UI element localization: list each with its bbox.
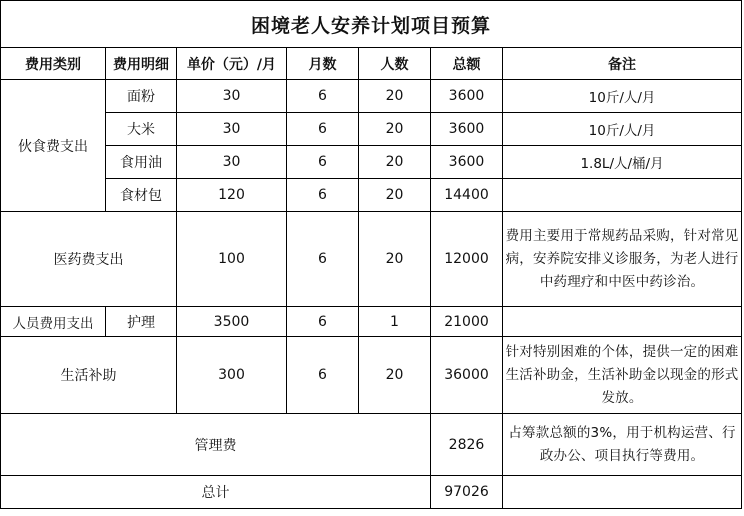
people-cell: 1 bbox=[359, 307, 431, 337]
total-cell: 3600 bbox=[431, 113, 503, 146]
staff-category-cell: 人员费用支出 bbox=[1, 307, 106, 337]
total-cell: 3600 bbox=[431, 80, 503, 113]
header-unit-price: 单价（元）/月 bbox=[177, 48, 287, 80]
note-cell: 10斤/人/月 bbox=[503, 80, 742, 113]
grand-total-row bbox=[1, 476, 742, 509]
note-cell: 1.8L/人/桶/月 bbox=[503, 146, 742, 179]
months-cell: 6 bbox=[287, 337, 359, 414]
table-row bbox=[1, 146, 742, 179]
table-row bbox=[1, 179, 742, 212]
price-cell: 100 bbox=[177, 212, 287, 307]
people-cell: 20 bbox=[359, 113, 431, 146]
subsidy-row bbox=[1, 337, 742, 414]
table-title: 困境老人安养计划项目预算 bbox=[1, 1, 742, 48]
title-row bbox=[1, 1, 742, 48]
total-cell: 3600 bbox=[431, 146, 503, 179]
price-cell: 3500 bbox=[177, 307, 287, 337]
months-cell: 6 bbox=[287, 307, 359, 337]
detail-cell: 食用油 bbox=[106, 146, 177, 179]
months-cell: 6 bbox=[287, 212, 359, 307]
header-row bbox=[1, 48, 742, 80]
note-cell bbox=[503, 307, 742, 337]
header-people: 人数 bbox=[359, 48, 431, 80]
total-cell: 36000 bbox=[431, 337, 503, 414]
detail-cell: 面粉 bbox=[106, 80, 177, 113]
detail-cell: 大米 bbox=[106, 113, 177, 146]
detail-cell: 护理 bbox=[106, 307, 177, 337]
price-cell: 300 bbox=[177, 337, 287, 414]
table-row bbox=[1, 80, 742, 113]
header-total: 总额 bbox=[431, 48, 503, 80]
subsidy-category-cell: 生活补助 bbox=[1, 337, 177, 414]
header-category: 费用类别 bbox=[1, 48, 106, 80]
medical-row bbox=[1, 212, 742, 307]
note-cell: 10斤/人/月 bbox=[503, 113, 742, 146]
people-cell: 20 bbox=[359, 80, 431, 113]
table-row bbox=[1, 113, 742, 146]
note-cell bbox=[503, 179, 742, 212]
note-cell bbox=[503, 476, 742, 509]
medical-note-cell: 费用主要用于常规药品采购，针对常见病，安养院安排义诊服务，为老人进行中药理疗和中医中药诊治。 bbox=[503, 212, 742, 307]
price-cell: 30 bbox=[177, 146, 287, 179]
grand-total-value-cell: 97026 bbox=[431, 476, 503, 509]
total-cell: 12000 bbox=[431, 212, 503, 307]
header-months: 月数 bbox=[287, 48, 359, 80]
people-cell: 20 bbox=[359, 179, 431, 212]
grand-total-label-cell: 总计 bbox=[1, 476, 431, 509]
header-note: 备注 bbox=[503, 48, 742, 80]
detail-cell: 食材包 bbox=[106, 179, 177, 212]
people-cell: 20 bbox=[359, 337, 431, 414]
medical-category-cell: 医药费支出 bbox=[1, 212, 177, 307]
people-cell: 20 bbox=[359, 146, 431, 179]
price-cell: 30 bbox=[177, 80, 287, 113]
price-cell: 30 bbox=[177, 113, 287, 146]
subsidy-note-cell: 针对特别困难的个体，提供一定的困难生活补助金，生活补助金以现金的形式发放。 bbox=[503, 337, 742, 414]
management-note-cell: 占筹款总额的3%，用于机构运营、行政办公、项目执行等费用。 bbox=[503, 414, 742, 476]
total-cell: 14400 bbox=[431, 179, 503, 212]
total-cell: 21000 bbox=[431, 307, 503, 337]
months-cell: 6 bbox=[287, 146, 359, 179]
months-cell: 6 bbox=[287, 80, 359, 113]
management-row bbox=[1, 414, 742, 476]
staff-row bbox=[1, 307, 742, 337]
price-cell: 120 bbox=[177, 179, 287, 212]
people-cell: 20 bbox=[359, 212, 431, 307]
header-detail: 费用明细 bbox=[106, 48, 177, 80]
months-cell: 6 bbox=[287, 113, 359, 146]
food-category-cell: 伙食费支出 bbox=[1, 80, 106, 212]
months-cell: 6 bbox=[287, 179, 359, 212]
total-cell: 2826 bbox=[431, 414, 503, 476]
management-label-cell: 管理费 bbox=[1, 414, 431, 476]
